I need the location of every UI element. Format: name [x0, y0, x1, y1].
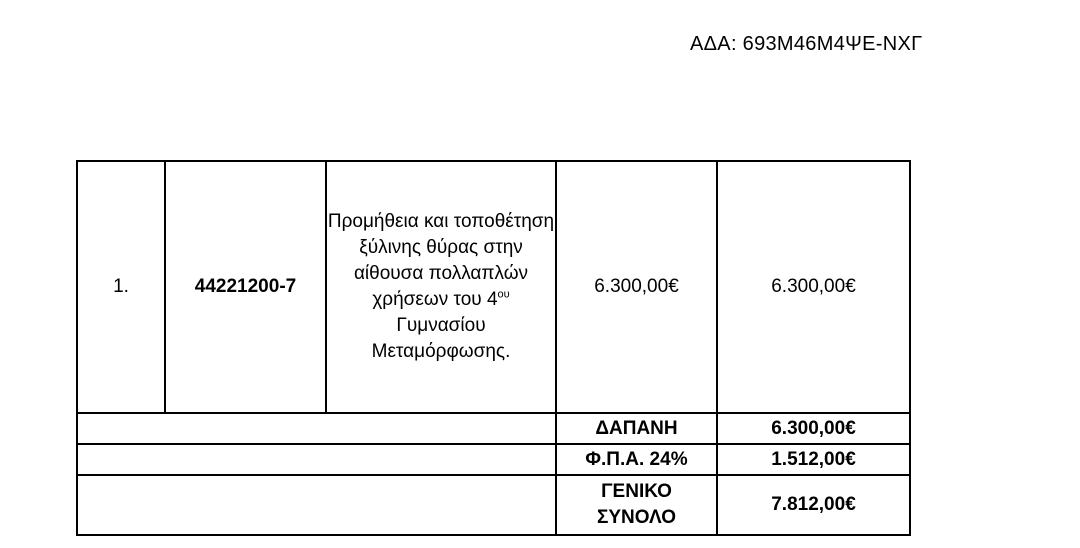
ada-code: ΑΔΑ: 693Μ46Μ4ΨΕ-ΝΧΓ	[690, 33, 923, 55]
vat-row	[77, 444, 910, 475]
vat-label: Φ.Π.Α. 24%	[556, 444, 717, 475]
item-description-superscript: ου	[497, 288, 510, 301]
expense-row	[77, 413, 910, 444]
vat-value: 1.512,00€	[717, 444, 910, 475]
item-number: 1.	[77, 161, 165, 413]
expense-label: ΔΑΠΑΝΗ	[556, 413, 717, 444]
item-description	[326, 161, 556, 413]
budget-table	[76, 160, 911, 536]
item-total-price: 6.300,00€	[717, 161, 910, 413]
empty-cell	[77, 444, 556, 475]
item-unit-price: 6.300,00€	[556, 161, 717, 413]
grand-total-row	[77, 475, 910, 535]
item-description-text-end: Γυμνασίου Μεταμόρφωσης.	[371, 315, 511, 362]
empty-cell	[77, 413, 556, 444]
grand-total-value: 7.812,00€	[717, 475, 910, 535]
item-cpv-code: 44221200-7	[165, 161, 326, 413]
table-row	[77, 161, 910, 413]
grand-total-label: ΓΕΝΙΚΟ ΣΥΝΟΛΟ	[556, 475, 717, 535]
expense-value: 6.300,00€	[717, 413, 910, 444]
item-description-text: Προμήθεια και τοποθέτηση ξύλινης θύρας στην αίθουσα πολλαπλών χρήσεων του 4	[327, 211, 555, 310]
empty-cell	[77, 475, 556, 535]
